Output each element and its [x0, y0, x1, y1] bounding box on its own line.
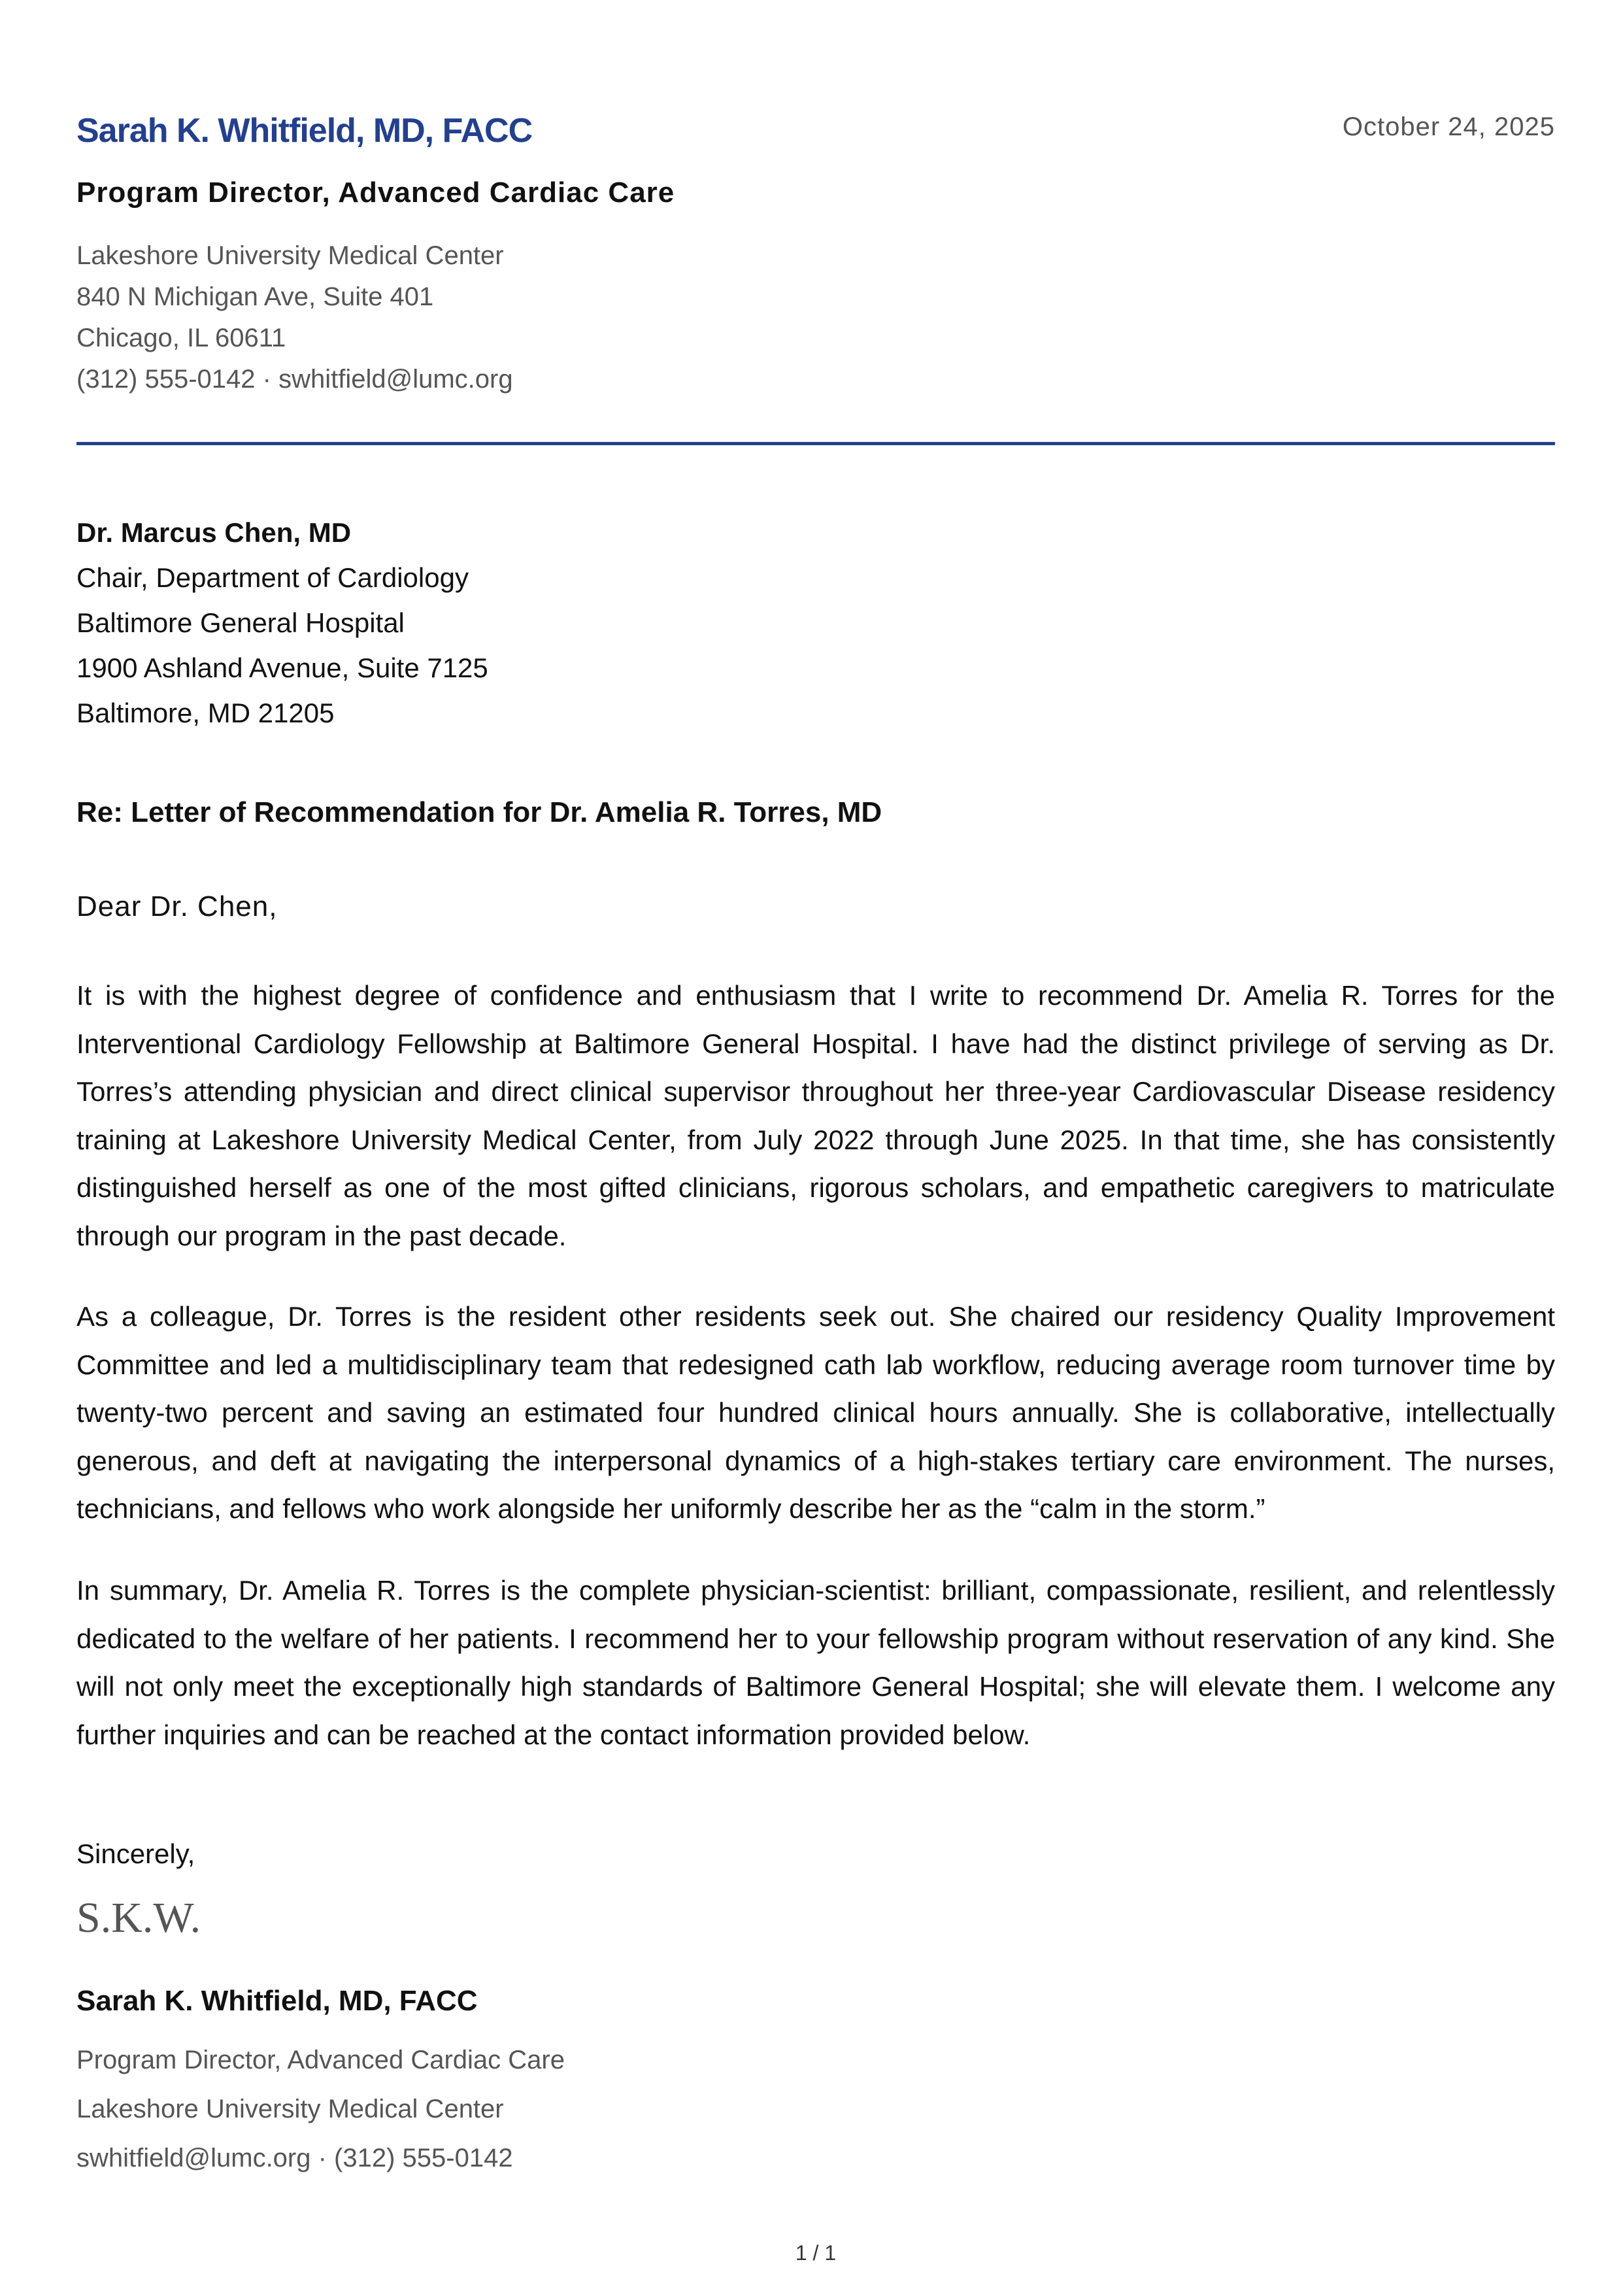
subject-line: Re: Letter of Recommendation for Dr. Amelia R. Torres, MD: [76, 796, 882, 828]
sender-city: Chicago, IL 60611: [76, 324, 286, 352]
recipient-street: 1900 Ashland Avenue, Suite 7125: [76, 652, 488, 683]
letter-page: [76, 0, 1555, 2296]
body-paragraph: In summary, Dr. Amelia R. Torres is the complete physician-scientist: brilliant, compassionate, resilient, and relentlessly dedicated to the welfare of her patients. I recommend her to your fellowship program without reservation of any kind. She will not only meet the exceptionally high standards of Baltimore General Hospital; she will elevate them. I welcome any further inquiries and can be reached at the contact information provided below.: [76, 1575, 1555, 1750]
sender-contact: (312) 555-0142 · swhitfield@lumc.org: [76, 365, 513, 394]
salutation: Dear Dr. Chen,: [76, 890, 278, 922]
signer-contact: swhitfield@lumc.org · (312) 555-0142: [76, 2144, 513, 2172]
page-number: 1 / 1: [795, 2241, 837, 2265]
letter-date: October 24, 2025: [1342, 112, 1555, 141]
letterhead-divider: [76, 442, 1555, 445]
sender-address: [76, 235, 513, 400]
signature-initials: S.K.W.: [76, 1894, 201, 1942]
recipient-name: Dr. Marcus Chen, MD: [76, 517, 352, 548]
closing: Sincerely,: [76, 1838, 195, 1869]
body-paragraph: As a colleague, Dr. Torres is the resident other residents seek out. She chaired our residency Quality Improvement Committee and led a multidisciplinary team that redesigned cath lab workflow, reducing average room turnover time by twenty-two percent and saving an estimated four hundred clinical hours annually. She is collaborative, intellectually generous, and deft at navigating the interpersonal dynamics of a high-stakes tertiary care environment. The nurses, technicians, and fellows who work alongside her uniformly describe her as the “calm in the storm.”: [76, 1301, 1555, 1524]
signer-name: Sarah K. Whitfield, MD, FACC: [76, 1985, 478, 2017]
sender-street: 840 N Michigan Ave, Suite 401: [76, 282, 434, 311]
sender-institution: Lakeshore University Medical Center: [76, 241, 504, 270]
sender-title: Program Director, Advanced Cardiac Care: [76, 177, 675, 209]
body-paragraph: It is with the highest degree of confidence and enthusiasm that I write to recommend Dr. Amelia R. Torres for the Interventional Cardiology Fellowship at Baltimore General Hospital. I have had the distinct privilege of serving as Dr. Torres’s attending physician and direct clinical supervisor throughout her three-year Cardiovascular Disease residency training at Lakeshore University Medical Center, from July 2022 through June 2025. In that time, she has consistently distinguished herself as one of the most gifted clinicians, rigorous scholars, and empathetic caregivers to matriculate through our program in the past decade.: [76, 980, 1555, 1251]
signer-title: Program Director, Advanced Cardiac Care: [76, 2046, 565, 2074]
recipient-title: Chair, Department of Cardiology: [76, 562, 469, 593]
recipient-block: [76, 510, 488, 735]
recipient-city: Baltimore, MD 21205: [76, 698, 335, 728]
signer-details: [76, 2036, 565, 2183]
sender-name: Sarah K. Whitfield, MD, FACC: [76, 112, 533, 150]
signer-institution: Lakeshore University Medical Center: [76, 2095, 504, 2123]
recipient-institution: Baltimore General Hospital: [76, 607, 405, 638]
